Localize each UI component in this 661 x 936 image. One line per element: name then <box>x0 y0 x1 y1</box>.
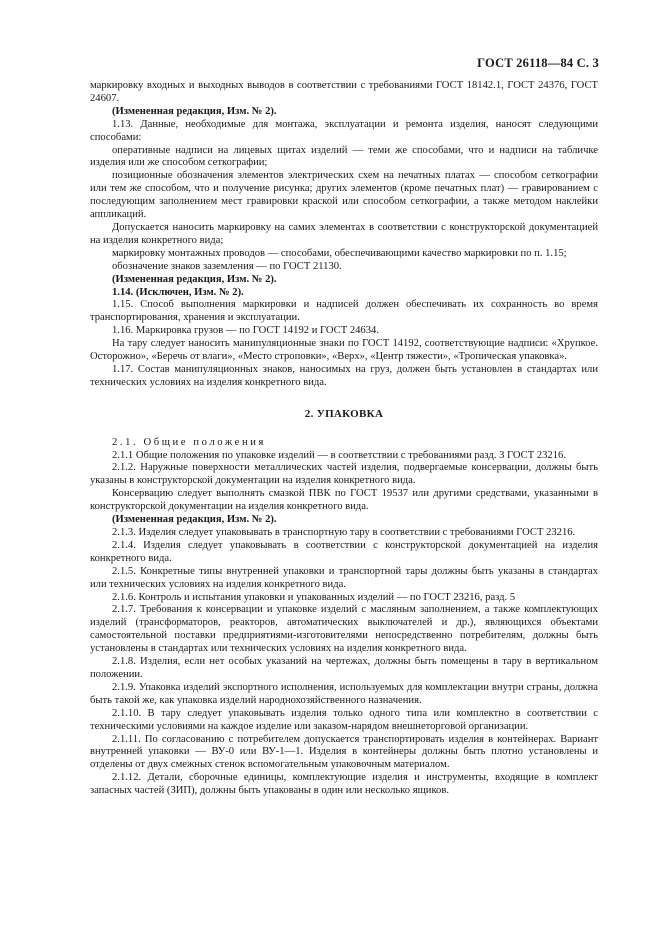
paragraph: маркировку входных и выходных выводов в соответствии с требованиями ГОСТ 18142.1, ГОСТ 24376, ГОСТ 24607. <box>90 80 598 104</box>
paragraph: 2.1.8. Изделия, если нет особых указаний на чертежах, должны быть помещены в тару в вертикальном положении. <box>90 656 598 680</box>
document-body <box>90 80 598 798</box>
subsection-title: 2.1. Общие положения <box>112 436 266 448</box>
paragraph: маркировку монтажных проводов — способами, обеспечивающими качество маркировки по п. 1.15; <box>112 247 567 259</box>
amendment-note: 1.14. (Исключен, Изм. № 2). <box>112 286 244 298</box>
amendment-note: (Измененная редакция, Изм. № 2). <box>112 105 277 117</box>
paragraph: 1.13. Данные, необходимые для монтажа, эксплуатации и ремонта изделия, наносят следующими способами: <box>90 118 598 143</box>
paragraph: 2.1.1 Общие положения по упаковке изделий — в соответствии с требованиями разд. 3 ГОСТ 23216. <box>112 449 566 461</box>
paragraph: Консервацию следует выполнять смазкой ПВК по ГОСТ 19537 или другими средствами, указанными в конструкторской документации на изделия конкретного вида. <box>90 488 598 513</box>
paragraph: 2.1.9. Упаковка изделий экспортного исполнения, используемых для комплектации внутри страны, должна быть такой же, как упаковка изделий народнохозяйственного назначения. <box>90 681 598 706</box>
paragraph: На тару следует наносить манипуляционные знаки по ГОСТ 14192, соответствующие надписи: «Хрупкое. Осторожно», «Беречь от влаги», «Место строповки», «Верх», «Центр тяжести», «Тропическая упаковка». <box>90 338 598 363</box>
amendment-note: (Измененная редакция, Изм. № 2). <box>112 273 277 285</box>
paragraph: 2.1.7. Требования к консервации и упаковке изделий с масляным заполнением, а также комплектующих изделий (трансформаторов, реакторов, автоматических выключателей и др.), являющихся объектами самостоятельной поставки предприятиями-изготовителями непосредственно потребителям, должны быть установлены в стандартах или технических условиях на изделия конкретного вида. <box>90 604 598 655</box>
paragraph: 2.1.11. По согласованию с потребителем допускается транспортировать изделия в контейнерах. Вариант внутренней упаковки — ВУ-0 или ВУ-1—1. Изделия в контейнеры должны быть плотно установлены и отделены от двух смежных стенок вспомогательным упаковочным материалом. <box>90 733 598 771</box>
paragraph: 1.16. Маркировка грузов — по ГОСТ 14192 и ГОСТ 24634. <box>112 325 379 337</box>
paragraph: 2.1.10. В тару следует упаковывать изделия только одного типа или комплектно в соответствии с техническими условиями на каждое изделие или заказом-нарядом внешнеторговой организации. <box>90 707 598 732</box>
paragraph: обозначение знаков заземления — по ГОСТ 21130. <box>112 260 342 272</box>
paragraph: Допускается наносить маркировку на самих элементах в соответствии с конструкторской документацией на изделия конкретного вида; <box>90 221 598 246</box>
amendment-note: (Измененная редакция, Изм. № 2). <box>112 514 277 526</box>
paragraph: 2.1.3. Изделия следует упаковывать в транспортную тару в соответствии с требованиями ГОСТ 23216. <box>112 527 576 538</box>
paragraph: 1.15. Способ выполнения маркировки и надписей должен обеспечивать их сохранность во время транспортирования, хранения и эксплуатации. <box>90 299 598 324</box>
section-title: 2. УПАКОВКА <box>304 407 384 420</box>
paragraph: 2.1.2. Наружные поверхности металлических частей изделия, подвергаемые консервации, должны быть указаны в конструкторской документации на изделия конкретного вида. <box>90 462 598 487</box>
paragraph: позиционные обозначения элементов электрических схем на печатных платах — способом сеткографии или тем же способом, что и получение рисунка; других элементов (кроме печатных плат) — гравированием с последующим заполнением мест гравировки краской или способом сеткографии, а также методом наклейки аппликаций. <box>90 170 598 221</box>
paragraph: 1.17. Состав манипуляционных знаков, наносимых на груз, должен быть установлен в стандартах или технических условиях на изделия конкретного вида. <box>90 363 598 388</box>
paragraph: оперативные надписи на лицевых щитах изделий — теми же способами, что и надписи на табличке изделия или же способом сеткографии; <box>90 144 598 169</box>
paragraph: 2.1.6. Контроль и испытания упаковки и упакованных изделий — по ГОСТ 23216, разд. 5 <box>112 591 516 603</box>
paragraph: 2.1.12. Детали, сборочные единицы, комплектующие изделия и инструменты, входящие в комплект запасных частей (ЗИП), должны быть упакованы в один или несколько ящиков. <box>90 772 598 797</box>
paragraph: 2.1.4. Изделия следует упаковывать в соответствии с конструкторской документацией на изделия конкретного вида. <box>90 539 598 564</box>
page-header: ГОСТ 26118—84 С. 3 <box>477 56 599 70</box>
paragraph: 2.1.5. Конкретные типы внутренней упаковки и транспортной тары должны быть указаны в стандартах или технических условиях на изделия конкретного вида. <box>90 565 598 590</box>
